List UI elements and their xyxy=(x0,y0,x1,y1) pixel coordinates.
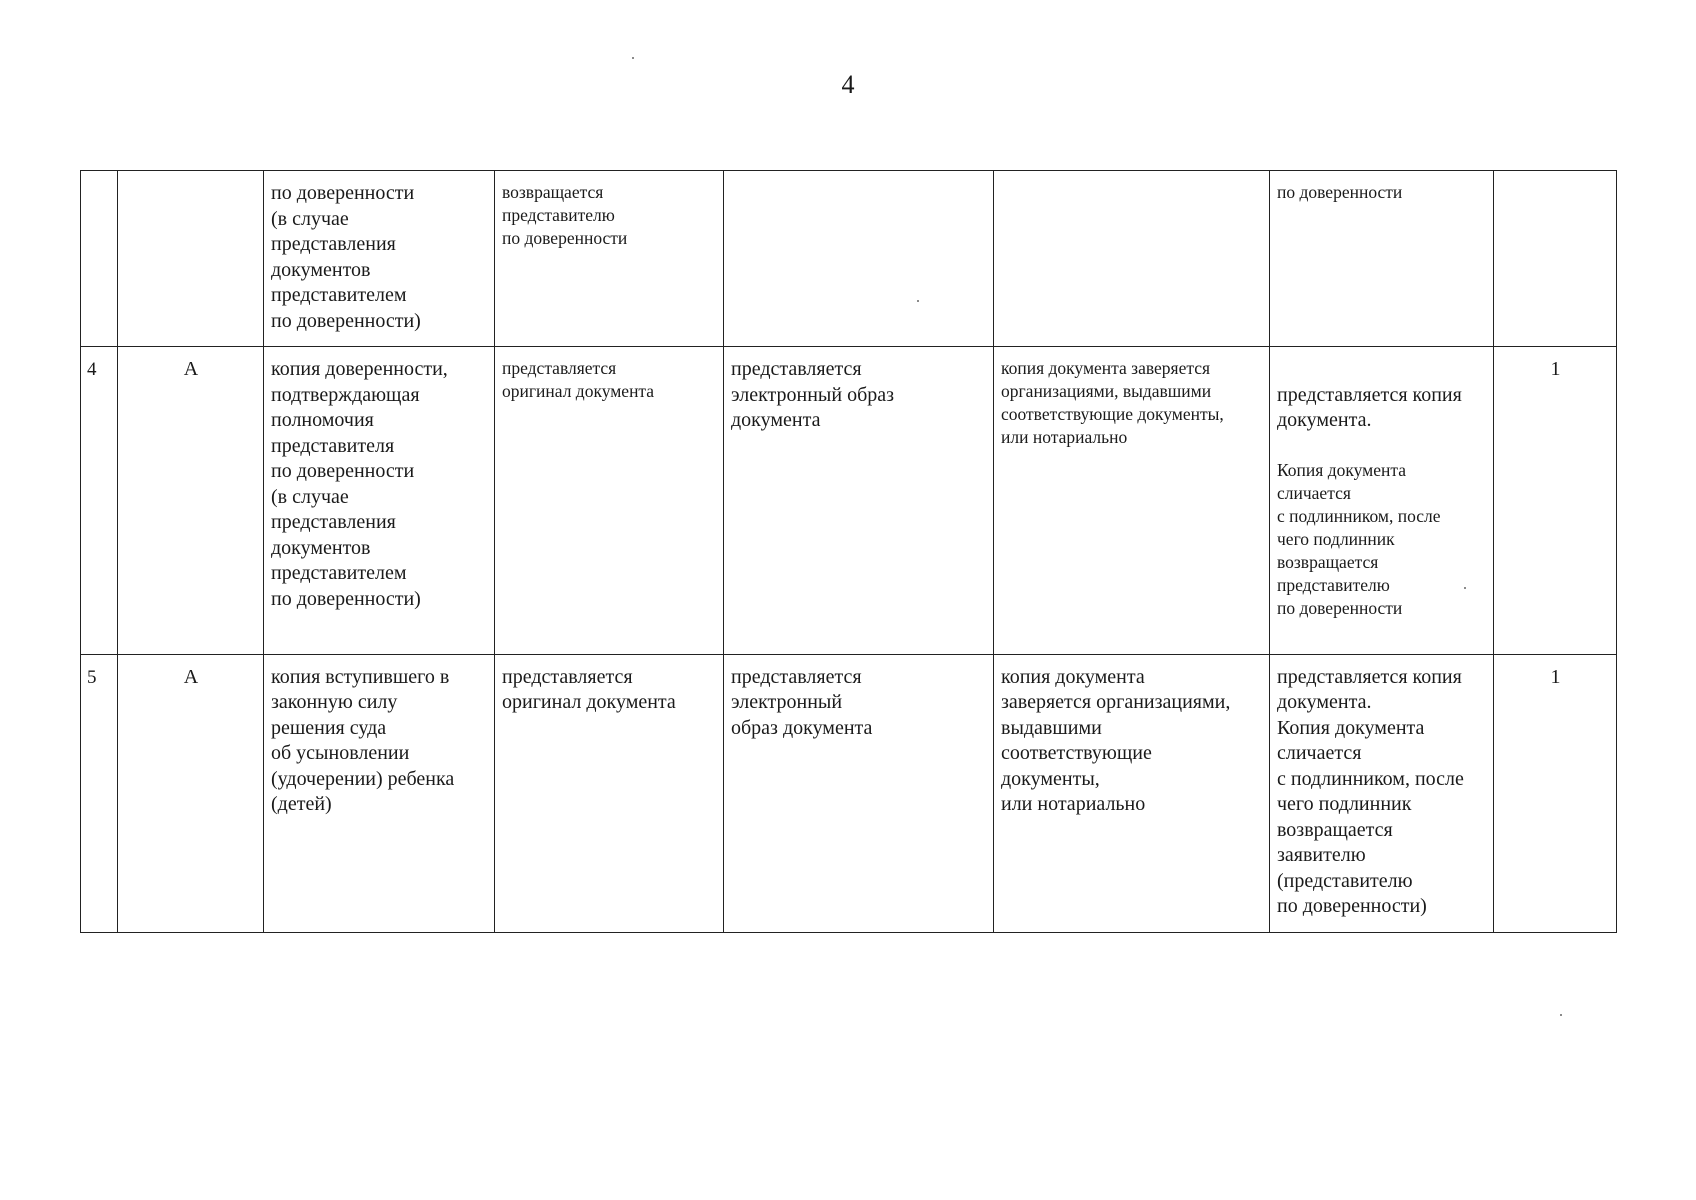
cell-notes: представляется копия документа. Копия документа сличается с подлинником, после чего подлинник возвращается заявителю (представителю по доверенности) xyxy=(1270,654,1494,932)
cell-notes: по доверенности xyxy=(1270,171,1494,347)
cell-category: А xyxy=(118,347,264,655)
cell-quantity: 1 xyxy=(1494,347,1617,655)
table-row xyxy=(81,347,1617,655)
cell-document-name: по доверенности (в случае представления документов представителем по доверенности) xyxy=(264,171,495,347)
cell-paper-form: представляется оригинал документа xyxy=(495,347,724,655)
documents-table xyxy=(80,170,1617,933)
page-number: 4 xyxy=(841,70,855,99)
cell-paper-form: представляется оригинал документа xyxy=(495,654,724,932)
cell-number xyxy=(81,171,118,347)
table-row xyxy=(81,654,1617,932)
cell-number: 5 xyxy=(81,654,118,932)
cell-number: 4 xyxy=(81,347,118,655)
cell-electronic-form xyxy=(724,171,994,347)
cell-certification: копия документа заверяется организациями, выдавшими соответствующие документы, или нотариально xyxy=(994,654,1270,932)
cell-document-name: копия вступившего в законную силу решения суда об усыновлении (удочерении) ребенка (детей) xyxy=(264,654,495,932)
table-row xyxy=(81,171,1617,347)
cell-electronic-form: представляется электронный образ документа xyxy=(724,347,994,655)
cell-quantity: 1 xyxy=(1494,654,1617,932)
cell-quantity xyxy=(1494,171,1617,347)
notes-lead-text: представляется копия документа. xyxy=(1277,383,1462,431)
cell-certification xyxy=(994,171,1270,347)
scan-speck xyxy=(632,57,634,59)
cell-electronic-form: представляется электронный образ документа xyxy=(724,654,994,932)
notes-detail-text: Копия документа сличается с подлинником, после чего подлинник возвращается представителю по доверенности xyxy=(1277,460,1441,618)
cell-notes xyxy=(1270,347,1494,655)
cell-paper-form: возвращается представителю по доверенности xyxy=(495,171,724,347)
cell-document-name: копия доверенности, подтверждающая полномочия представителя по доверенности (в случае представления документов представителем по доверенности) xyxy=(264,347,495,655)
cell-category: А xyxy=(118,654,264,932)
scan-speck xyxy=(1560,1014,1562,1016)
cell-category xyxy=(118,171,264,347)
cell-certification: копия документа заверяется организациями, выдавшими соответствующие документы, или нотариально xyxy=(994,347,1270,655)
